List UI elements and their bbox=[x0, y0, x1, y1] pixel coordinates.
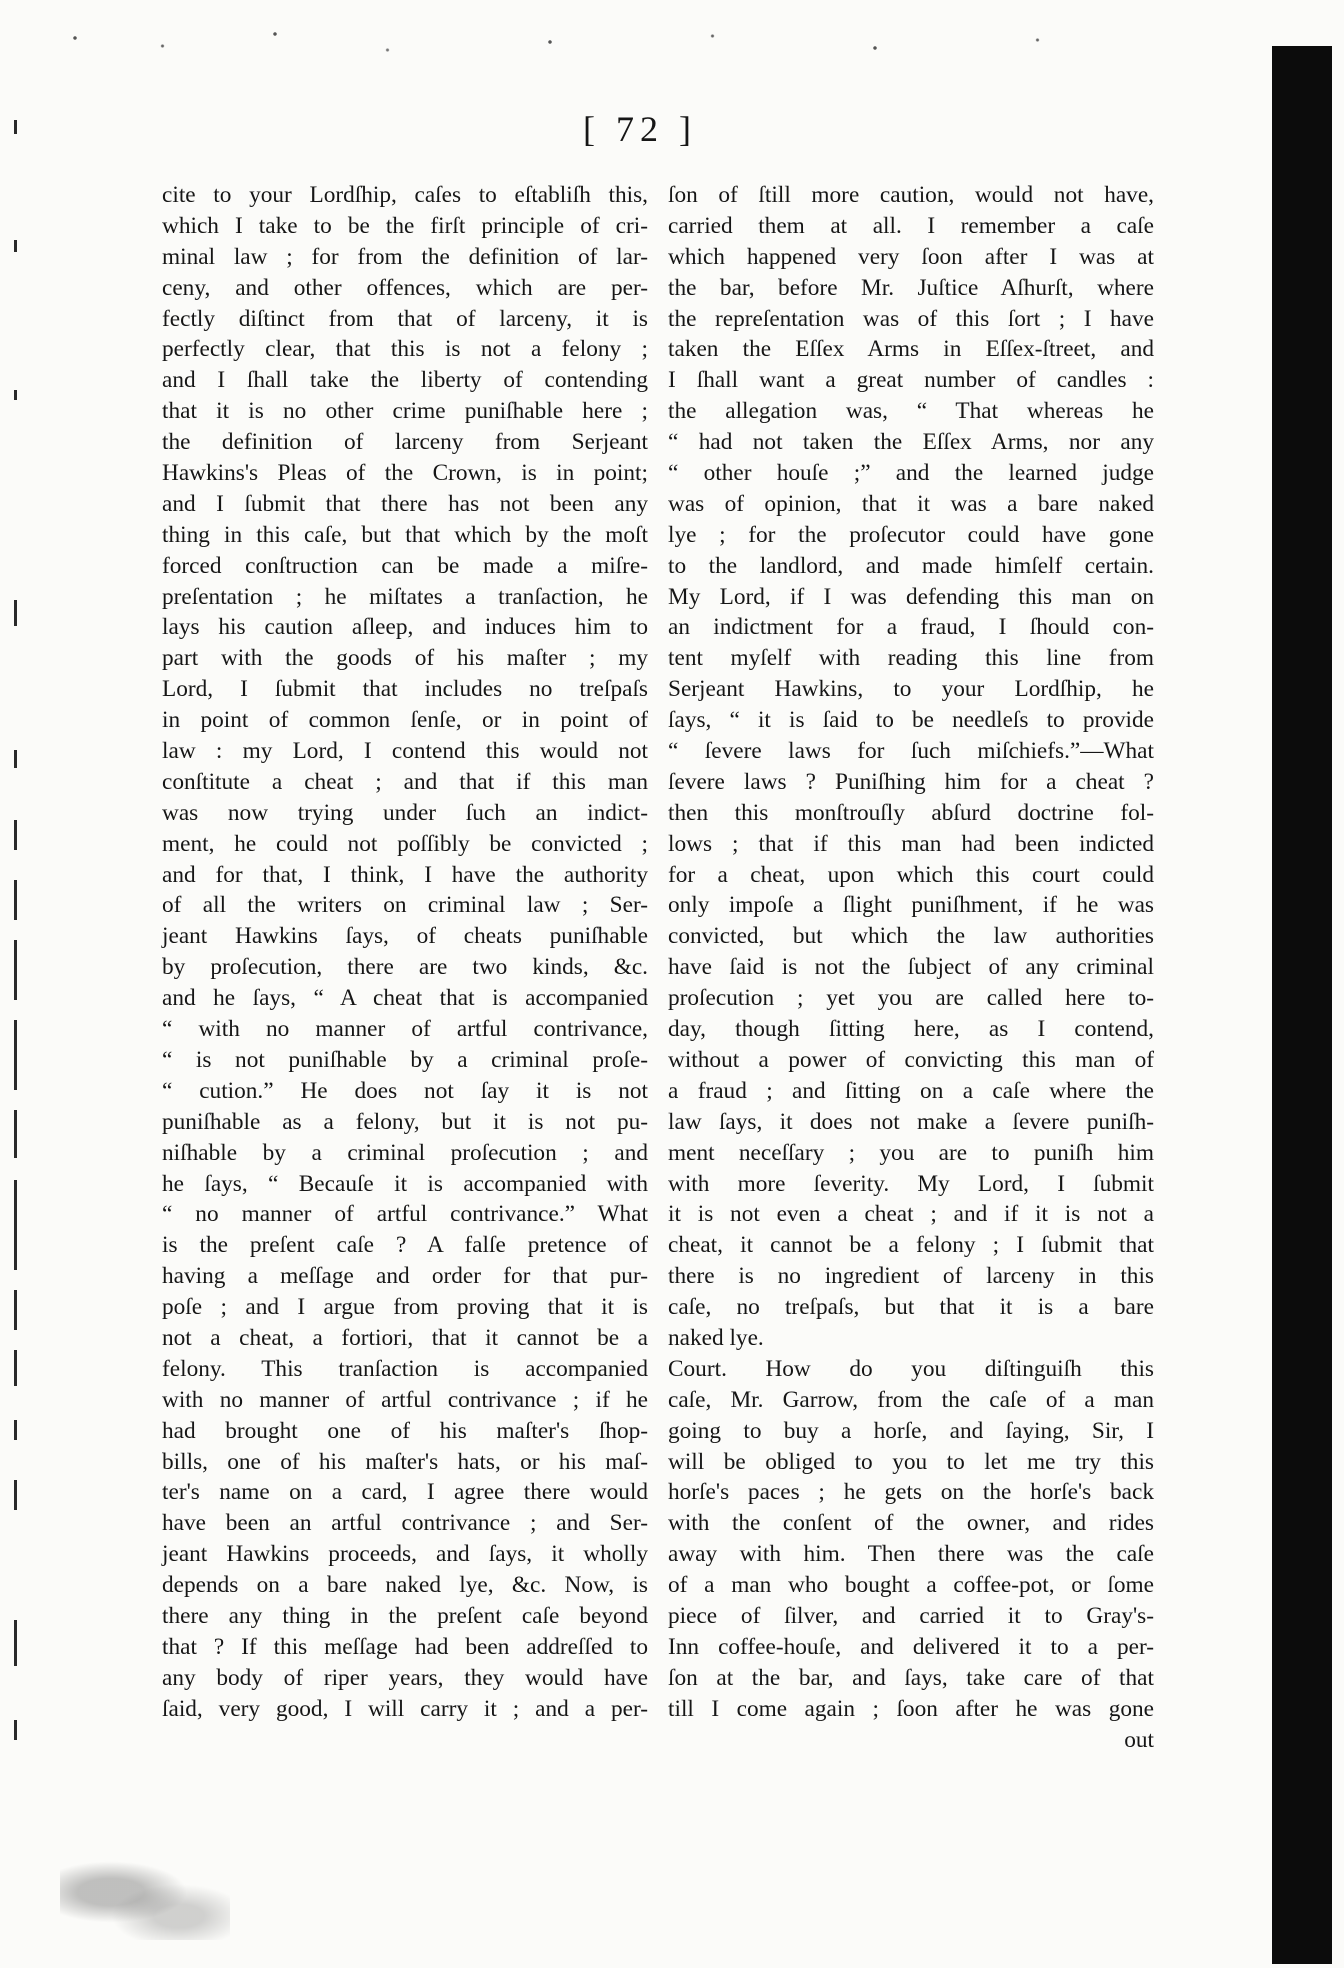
text-line: law ſays, it does not make a ſevere puniſh- bbox=[668, 1108, 1154, 1135]
text-line: there any thing in the preſent caſe beyond bbox=[162, 1602, 648, 1629]
text-line: lows ; that if this man had been indicted bbox=[668, 830, 1154, 857]
text-line: of a man who bought a coffee-pot, or ſome bbox=[668, 1572, 1154, 1599]
text-line: it is not even a cheat ; and if it is not a bbox=[668, 1201, 1154, 1228]
text-line: the definition of larceny from Serjeant bbox=[162, 429, 648, 456]
text-line: will be obliged to you to let me try this bbox=[668, 1448, 1154, 1475]
text-line: ment, he could not poſſibly be convicted ; bbox=[162, 830, 648, 857]
text-line: the repreſentation was of this ſort ; I have bbox=[668, 305, 1154, 332]
text-line: ceny, and other offences, which are per- bbox=[162, 274, 648, 301]
text-line: ter's name on a card, I agree there would bbox=[162, 1479, 648, 1506]
text-line: depends on a bare naked lye, &c. Now, is bbox=[162, 1572, 648, 1599]
text-line: with more ſeverity. My Lord, I ſubmit bbox=[668, 1170, 1154, 1197]
text-line: without a power of convicting this man of bbox=[668, 1046, 1154, 1073]
text-line: Hawkins's Pleas of the Crown, is in point; bbox=[162, 460, 648, 487]
text-line: “ ſevere laws for ſuch miſchiefs.”—What bbox=[668, 738, 1154, 765]
text-line: which happened very ſoon after I was at bbox=[668, 243, 1154, 270]
text-line: ſevere laws ? Puniſhing him for a cheat ? bbox=[668, 768, 1154, 795]
text-line: that it is no other crime puniſhable here ; bbox=[162, 398, 648, 425]
text-line: naked lye. bbox=[668, 1324, 764, 1351]
text-line: having a meſſage and order for that pur- bbox=[162, 1263, 648, 1290]
text-line: and I ſhall take the liberty of contending bbox=[162, 367, 648, 394]
text-line: piece of ſilver, and carried it to Gray's- bbox=[668, 1602, 1154, 1629]
text-line: he ſays, “ Becauſe it is accompanied with bbox=[162, 1170, 648, 1197]
text-line: ment neceſſary ; you are to puniſh him bbox=[668, 1139, 1154, 1166]
text-line: the allegation was, “ That whereas he bbox=[668, 398, 1154, 425]
text-line: is the preſent caſe ? A falſe pretence of bbox=[162, 1232, 648, 1259]
text-line: fectly diſtinct from that of larceny, it is bbox=[162, 305, 648, 332]
text-line: with no manner of artful contrivance ; if he bbox=[162, 1386, 648, 1413]
text-line: an indictment for a fraud, I ſhould con- bbox=[668, 614, 1154, 641]
bottom-ink-smudge bbox=[60, 1860, 230, 1940]
text-line: not a cheat, a fortiori, that it cannot be a bbox=[162, 1324, 648, 1351]
text-line: “ is not puniſhable by a criminal proſe- bbox=[162, 1046, 648, 1073]
text-line: tent myſelf with reading this line from bbox=[668, 645, 1154, 672]
text-line: which I take to be the firſt principle of cri- bbox=[162, 212, 648, 239]
text-line: caſe, no treſpaſs, but that it is a bare bbox=[668, 1294, 1154, 1321]
text-line: taken the Eſſex Arms in Eſſex-ſtreet, and bbox=[668, 336, 1154, 363]
text-line: day, though ſitting here, as I contend, bbox=[668, 1016, 1154, 1043]
text-line: bills, one of his maſter's hats, or his maſ- bbox=[162, 1448, 648, 1475]
text-line: “ cution.” He does not ſay it is not bbox=[162, 1077, 648, 1104]
text-line: conſtitute a cheat ; and that if this man bbox=[162, 768, 648, 795]
text-line: was of opinion, that it was a bare naked bbox=[668, 490, 1154, 517]
text-line: part with the goods of his maſter ; my bbox=[162, 645, 648, 672]
text-line: away with him. Then there was the caſe bbox=[668, 1541, 1154, 1568]
text-line: “ other houſe ;” and the learned judge bbox=[668, 460, 1154, 487]
text-line: felony. This tranſaction is accompanied bbox=[162, 1355, 648, 1382]
text-line: have been an artful contrivance ; and Ser- bbox=[162, 1510, 648, 1537]
text-line: ſaid, very good, I will carry it ; and a per- bbox=[162, 1695, 648, 1722]
text-line: law : my Lord, I contend this would not bbox=[162, 738, 648, 765]
left-margin-scan-marks bbox=[8, 120, 30, 1880]
text-line: perfectly clear, that this is not a felony ; bbox=[162, 336, 648, 363]
text-line: any body of riper years, they would have bbox=[162, 1664, 648, 1691]
text-line: had brought one of his maſter's ſhop- bbox=[162, 1417, 648, 1444]
text-line: lays his caution aſleep, and induces him to bbox=[162, 614, 648, 641]
text-line: ſon of ſtill more caution, would not have, bbox=[668, 182, 1154, 208]
text-line: jeant Hawkins proceeds, and ſays, it wholly bbox=[162, 1541, 648, 1568]
text-line: poſe ; and I argue from proving that it is bbox=[162, 1294, 648, 1321]
text-line: Lord, I ſubmit that includes no treſpaſs bbox=[162, 676, 648, 703]
text-line: “ had not taken the Eſſex Arms, nor any bbox=[668, 429, 1154, 456]
page-number: [ 72 ] bbox=[583, 109, 697, 149]
text-line: convicted, but which the law authorities bbox=[668, 923, 1154, 950]
text-line: in point of common ſenſe, or in point of bbox=[162, 707, 648, 734]
text-line: Serjeant Hawkins, to your Lordſhip, he bbox=[668, 676, 1154, 703]
text-line: minal law ; for from the definition of lar- bbox=[162, 243, 648, 270]
text-line: of all the writers on criminal law ; Ser- bbox=[162, 892, 648, 919]
text-line: Court. How do you diſtinguiſh this bbox=[668, 1355, 1154, 1382]
text-line: horſe's paces ; he gets on the horſe's back bbox=[668, 1479, 1154, 1506]
text-line: Inn coffee-houſe, and delivered it to a per- bbox=[668, 1633, 1154, 1660]
text-line: to the landlord, and made himſelf certain. bbox=[668, 552, 1154, 579]
text-line: with the conſent of the owner, and rides bbox=[668, 1510, 1154, 1537]
text-line: then this monſtrouſly abſurd doctrine fol- bbox=[668, 799, 1154, 826]
text-line: by proſecution, there are two kinds, &c. bbox=[162, 954, 648, 981]
text-line: thing in this caſe, but that which by the moſt bbox=[162, 521, 648, 548]
text-line: till I come again ; ſoon after he was gone bbox=[668, 1695, 1154, 1722]
text-line: was now trying under ſuch an indict- bbox=[162, 799, 648, 826]
text-line: cheat, it cannot be a felony ; I ſubmit that bbox=[668, 1232, 1154, 1259]
text-line: there is no ingredient of larceny in this bbox=[668, 1263, 1154, 1290]
text-line: My Lord, if I was defending this man on bbox=[668, 583, 1154, 610]
text-line: puniſhable as a felony, but it is not pu- bbox=[162, 1108, 648, 1135]
text-line: niſhable by a criminal proſecution ; and bbox=[162, 1139, 648, 1166]
text-line: ſon at the bar, and ſays, take care of that bbox=[668, 1664, 1154, 1691]
text-line: that ? If this meſſage had been addreſſed to bbox=[162, 1633, 648, 1660]
top-scan-specks bbox=[0, 22, 1250, 62]
left-text-column bbox=[162, 180, 648, 1725]
text-line: and for that, I think, I have the authority bbox=[162, 861, 648, 888]
text-line: have ſaid is not the ſubject of any criminal bbox=[668, 954, 1154, 981]
text-line: proſecution ; yet you are called here to- bbox=[668, 985, 1154, 1012]
text-line: jeant Hawkins ſays, of cheats puniſhable bbox=[162, 923, 648, 950]
text-line: preſentation ; he miſtates a tranſaction, he bbox=[162, 583, 648, 610]
text-line: and he ſays, “ A cheat that is accompanied bbox=[162, 985, 648, 1012]
scan-edge-shadow bbox=[1272, 46, 1332, 1964]
text-line: ſays, “ it is ſaid to be needleſs to provide bbox=[668, 707, 1154, 734]
text-line: and I ſubmit that there has not been any bbox=[162, 490, 648, 517]
text-line: a fraud ; and ſitting on a caſe where the bbox=[668, 1077, 1154, 1104]
catchword: out bbox=[1124, 1726, 1154, 1753]
text-line: only impoſe a ſlight puniſhment, if he was bbox=[668, 892, 1154, 919]
text-line: “ no manner of artful contrivance.” What bbox=[162, 1201, 648, 1228]
text-line: I ſhall want a great number of candles : bbox=[668, 367, 1154, 394]
text-line: carried them at all. I remember a caſe bbox=[668, 212, 1154, 239]
text-line: lye ; for the proſecutor could have gone bbox=[668, 521, 1154, 548]
right-text-column bbox=[668, 180, 1154, 1755]
text-line: for a cheat, upon which this court could bbox=[668, 861, 1154, 888]
text-line: forced conſtruction can be made a miſre- bbox=[162, 552, 648, 579]
text-line: “ with no manner of artful contrivance, bbox=[162, 1016, 648, 1043]
text-line: the bar, before Mr. Juſtice Aſhurſt, where bbox=[668, 274, 1154, 301]
text-line: going to buy a horſe, and ſaying, Sir, I bbox=[668, 1417, 1154, 1444]
text-line: caſe, Mr. Garrow, from the caſe of a man bbox=[668, 1386, 1154, 1413]
text-line: cite to your Lordſhip, caſes to eſtabliſh this, bbox=[162, 182, 648, 208]
